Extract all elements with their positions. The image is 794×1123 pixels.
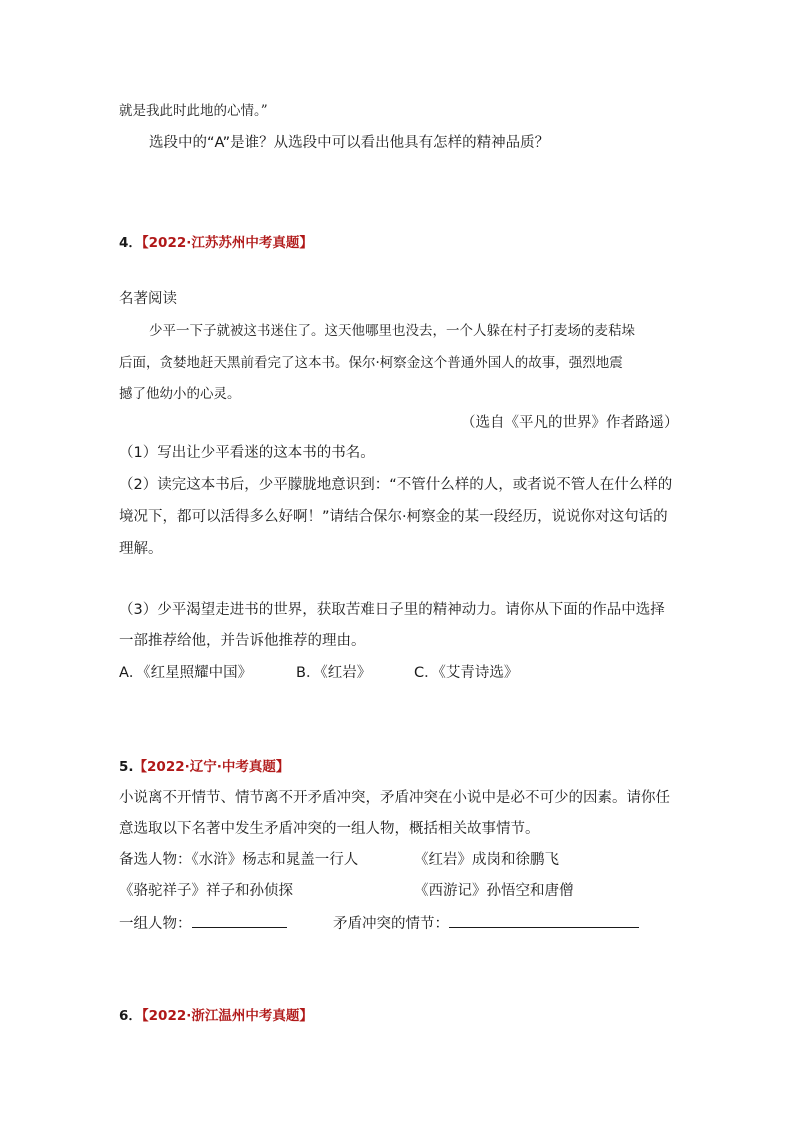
q4-option-b: B．《红岩》 bbox=[296, 665, 372, 681]
q4-option-a: A．《红星照耀中国》 bbox=[119, 665, 253, 681]
q5-prompt-line-1: 小说离不开情节、情节离不开矛盾冲突，矛盾冲突在小说中是必不可少的因素。请你任 bbox=[119, 790, 670, 806]
q4-number: 4． bbox=[119, 235, 142, 251]
q4-passage-line-3: 撼了他幼小的心灵。 bbox=[119, 386, 241, 402]
q4-subquestion-3-line-2: 一部推荐给他，并告诉他推荐的理由。 bbox=[119, 633, 366, 649]
q5-prompt-line-2: 意选取以下名著中发生矛盾冲突的一组人物，概括相关故事情节。 bbox=[119, 821, 540, 837]
q5-number: 5. bbox=[119, 759, 134, 775]
q4-option-c: C．《艾青诗选》 bbox=[414, 665, 519, 681]
q6-header bbox=[119, 1006, 313, 1026]
q5-group-blank[interactable] bbox=[192, 913, 287, 928]
q4-header bbox=[119, 233, 313, 253]
q3-question: 选段中的“A”是谁？从选段中可以看出他具有怎样的精神品质？ bbox=[149, 135, 550, 151]
q4-passage-line-1: 少平一下子就被这书迷住了。这天他哪里也没去，一个人躲在村子打麦场的麦秸垛 bbox=[149, 323, 635, 339]
q5-candidate-journey-west: 《西游记》孙悟空和唐僧 bbox=[414, 883, 574, 899]
q5-plot-answer bbox=[333, 913, 639, 934]
q5-candidate-red-crag: 《红岩》成岗和徐鹏飞 bbox=[414, 852, 559, 868]
q4-subquestion-1: （1）写出让少平看迷的这本书的书名。 bbox=[119, 445, 375, 461]
q4-subquestion-3-line-1: （3）少平渴望走进书的世界，获取苦难日子里的精神动力。请你从下面的作品中选择 bbox=[119, 602, 665, 618]
q5-header bbox=[119, 757, 289, 777]
q5-plot-blank[interactable] bbox=[449, 913, 639, 928]
q4-passage-line-2: 后面，贪婪地赶天黑前看完了这本书。保尔·柯察金这个普通外国人的故事，强烈地震 bbox=[119, 355, 623, 371]
q5-source-tag: 【2022·辽宁·中考真题】 bbox=[133, 759, 290, 775]
q4-passage-source: （选自《平凡的世界》作者路遥） bbox=[461, 415, 679, 431]
q3-quote-end: 就是我此时此地的心情。” bbox=[119, 103, 268, 119]
q6-number: 6． bbox=[119, 1008, 142, 1024]
q5-group-label: 一组人物： bbox=[119, 916, 192, 932]
q4-title: 名著阅读 bbox=[119, 291, 177, 307]
q4-subquestion-2-line-2: 境况下，都可以活得多么好啊！”请结合保尔·柯察金的某一段经历，说说你对这句话的 bbox=[119, 509, 668, 525]
q4-source-tag: 【2022·江苏苏州中考真题】 bbox=[141, 235, 313, 251]
q6-source-tag: 【2022·浙江温州中考真题】 bbox=[141, 1008, 313, 1024]
q4-subquestion-2-line-1: （2）读完这本书后，少平朦胧地意识到：“不管什么样的人，或者说不管人在什么样的 bbox=[119, 477, 673, 493]
q5-group-answer bbox=[119, 913, 287, 934]
q5-plot-label: 矛盾冲突的情节： bbox=[333, 916, 449, 932]
q5-candidate-water-margin: 备选人物：《水浒》杨志和晁盖一行人 bbox=[119, 852, 359, 868]
q4-subquestion-2-line-3: 理解。 bbox=[119, 541, 163, 557]
q5-candidate-camel-xiangzi: 《骆驼祥子》祥子和孙侦探 bbox=[119, 883, 293, 899]
